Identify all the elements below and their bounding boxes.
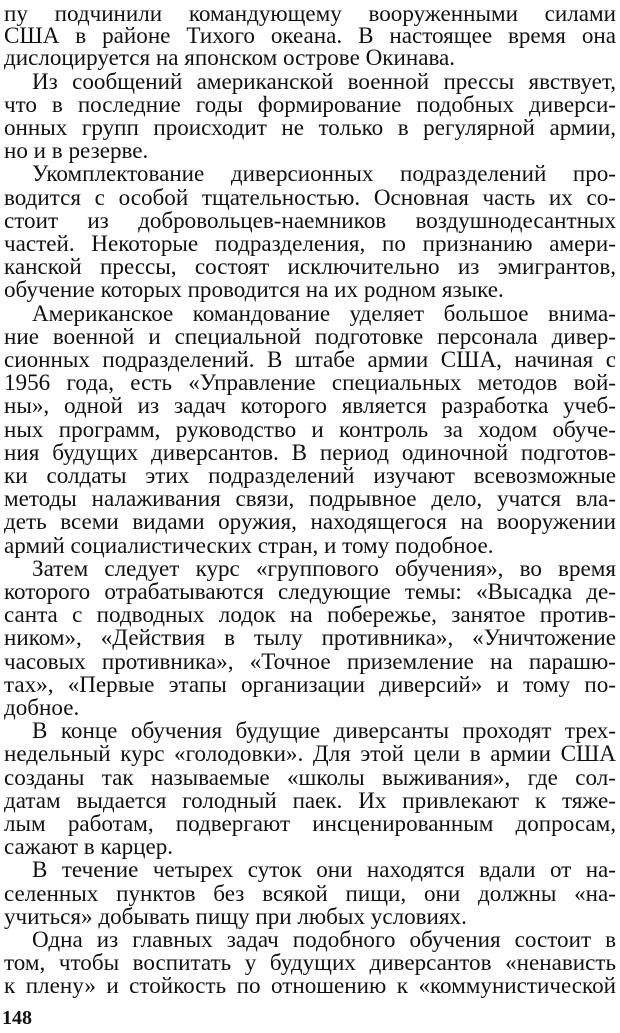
text-line: селенных пунктов без всякой пищи, они должны «на- [4,879,616,906]
text-line: ных программ, руководство и контроль за ходом обуче- [4,415,616,442]
text-line: учиться» добывать пищу при любых условиях. [4,902,467,929]
text-line: недельный курс «голодовки». Для этой цели в армии США [4,740,616,767]
text-line: канской прессы, состоят исключительно из эмигрантов, [4,253,616,280]
text-line: часовых противника», «Точное приземление на парашю- [4,647,616,674]
text-line: сионных подразделений. В штабе армии США, начиная с [4,346,616,372]
text-line: ния будущих диверсантов. В период одиночной подготов- [4,438,616,465]
text-line: к плену» и стойкость по отношению к «коммунистической [4,972,616,999]
text-line: созданы так называемые «школы выживания», где сол- [4,763,616,790]
text-line: которого отрабатываются следующие темы: «Высадка де- [4,578,616,604]
text-line: ки солдаты этих подразделений изучают всевозможные [4,462,616,488]
text-line: ние военной и специальной подготовке персонала дивер- [4,322,616,349]
text-line: Укомплектование диверсионных подразделений про- [32,160,616,187]
text-line: стоит из добровольцев-наемников воздушнодесантных [4,206,616,233]
text-line: тах», «Первые этапы организации диверсий» и тому по- [4,670,616,697]
book-page [4,0,616,1033]
text-line: Одна из главных задач подобного обучения состоит в [32,926,616,952]
text-line: что в последние годы формирование подобных диверси- [4,90,616,117]
text-line: том, чтобы воспитать у будущих диверсантов «ненависть [4,949,616,976]
text-line: датам выдается голодный паек. Их привлекают к тяже- [4,786,616,813]
text-line: санта с подводных лодок на побережье, занятое против- [4,601,616,628]
text-line: ником», «Действия в тылу противника», «Уничтожение [4,624,616,651]
text-line: дислоцируется на японском острове Окинава. [4,44,456,71]
text-line: пу подчинили командующему вооруженными силами [4,0,616,26]
text-line: В течение четырех суток они находятся вдали от на- [32,856,616,883]
text-line: Американское командование уделяет большое внима- [32,299,616,326]
text-line: Из сообщений американской военной прессы явствует, [32,67,616,94]
text-line: водится с особой тщательностью. Основная часть их со- [4,183,616,210]
text-line: лым работам, подвергают инсценированным допросам, [4,810,616,836]
page-number: 148 [2,1007,32,1029]
text-line: деть всеми видами оружия, находящегося на вооружении [4,508,616,535]
text-line: онных групп происходит не только в регулярной армии, [4,114,616,140]
text-line: обучение которых проводится на их родном языке. [4,276,504,303]
text-line: добное. [4,694,80,720]
text-line: Затем следует курс «группового обучения», во время [32,554,616,581]
text-line: армий социалистических стран, и тому подобное. [4,531,494,558]
text-line: методы налаживания связи, подрывное дело, учатся вла- [4,485,616,512]
text-line: но и в резерве. [4,137,149,164]
text-line: В конце обучения будущие диверсанты проходят трех- [32,717,616,744]
text-line: США в районе Тихого океана. В настоящее время она [4,22,616,49]
text-line: 1956 года, есть «Управление специальных методов вой- [4,369,616,396]
text-line: ны», одной из задач которого является разработка учеб- [4,392,616,419]
text-line: сажают в карцер. [4,833,174,860]
text-line: частей. Некоторые подразделения, по признанию амери- [4,230,616,256]
